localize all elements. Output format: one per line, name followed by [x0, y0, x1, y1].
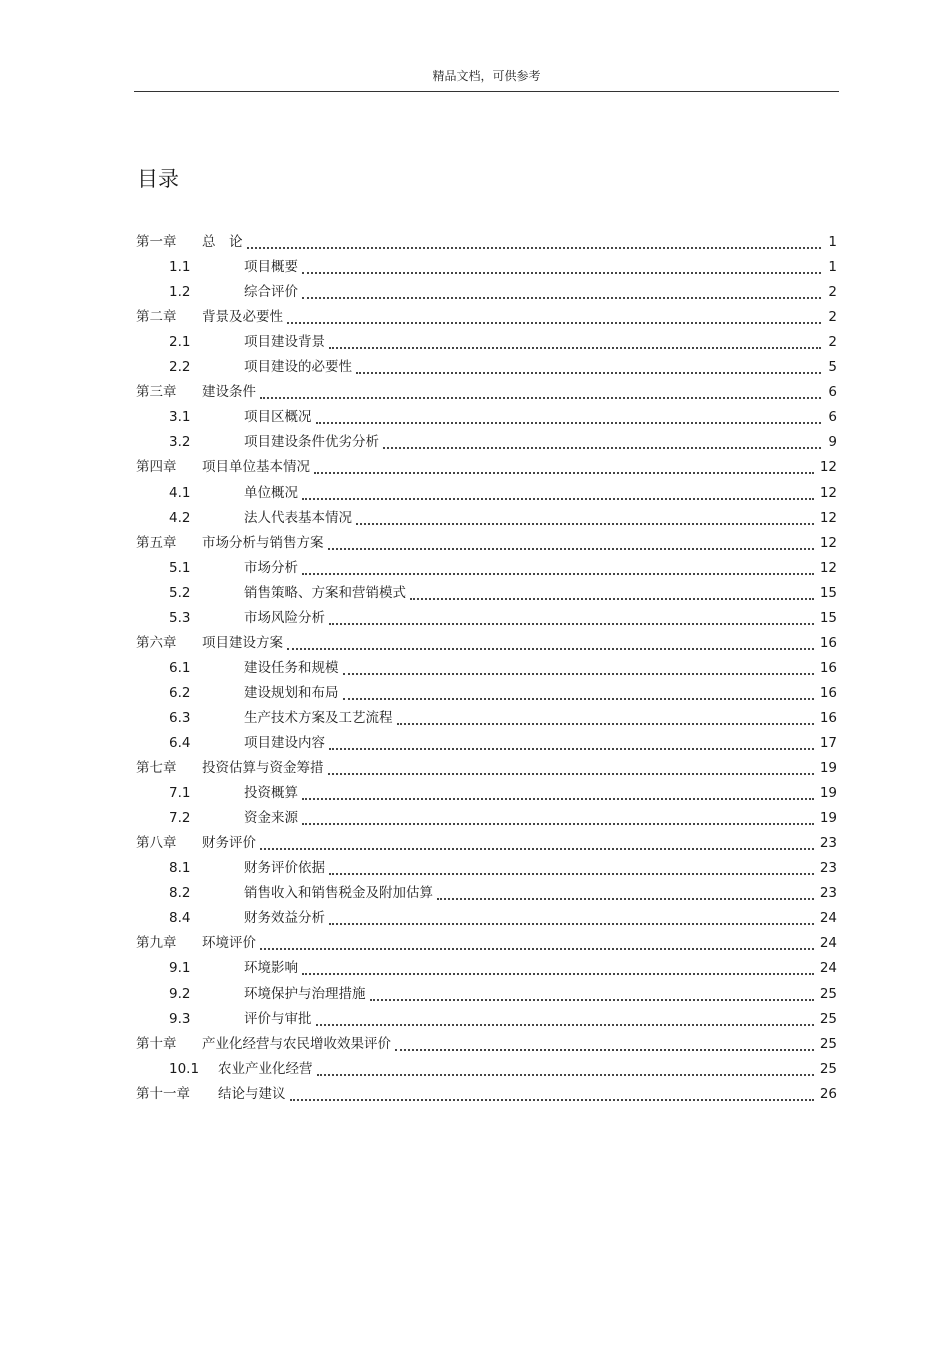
toc-entry-number: 第一章 — [136, 234, 177, 250]
toc-entry-title: 项目区概况 — [244, 409, 312, 426]
toc-entry-title: 结论与建议 — [218, 1085, 286, 1102]
toc-entry-page: 2 — [828, 334, 837, 351]
toc-entry-number: 9.3 — [169, 1010, 191, 1027]
dot-leader — [260, 383, 821, 399]
toc-entry-page: 2 — [828, 284, 837, 301]
dot-leader — [302, 559, 814, 575]
toc-entry-title: 环境影响 — [244, 960, 298, 977]
toc-entry[interactable] — [136, 503, 837, 528]
toc-entry-title: 项目概要 — [244, 259, 298, 276]
toc-entry-page: 16 — [819, 659, 837, 676]
toc-entry-page: 1 — [828, 259, 837, 276]
toc-entry[interactable] — [136, 252, 837, 277]
toc-entry-number: 4.2 — [169, 509, 191, 526]
dot-leader — [260, 934, 814, 950]
toc-entry-page: 26 — [819, 1085, 837, 1102]
dot-leader — [356, 358, 821, 374]
dot-leader — [329, 859, 814, 875]
toc-entry-title: 产业化经营与农民增收效果评价 — [202, 1035, 391, 1052]
dot-leader — [260, 834, 814, 850]
toc-entry-number: 第十章 — [136, 1035, 177, 1052]
toc-entry-number: 3.1 — [169, 409, 191, 426]
dot-leader — [290, 1085, 814, 1101]
toc-entry-title: 背景及必要性 — [202, 309, 283, 326]
toc-entry-page: 19 — [819, 810, 837, 827]
dot-leader — [302, 283, 821, 299]
toc-entry[interactable] — [136, 778, 837, 803]
toc-entry-title: 财务效益分析 — [244, 910, 325, 927]
toc-entry-title: 建设任务和规模 — [244, 659, 339, 676]
dot-leader — [328, 759, 814, 775]
dot-leader — [314, 458, 814, 474]
toc-entry-page: 23 — [819, 860, 837, 877]
toc-entry-page: 16 — [819, 709, 837, 726]
toc-entry[interactable] — [136, 402, 837, 427]
toc-entry-page: 1 — [828, 234, 837, 250]
toc-entry-title: 项目单位基本情况 — [202, 459, 310, 476]
toc-entry[interactable] — [136, 553, 837, 578]
toc-entry-page: 12 — [819, 459, 837, 476]
dot-leader — [397, 709, 814, 725]
toc-entry[interactable] — [136, 427, 837, 452]
toc-entry[interactable] — [136, 1004, 837, 1029]
toc-entry-title: 市场分析与销售方案 — [202, 534, 324, 551]
toc-entry-number: 第七章 — [136, 760, 177, 777]
toc-entry-page: 19 — [819, 785, 837, 802]
toc-entry-title: 项目建设的必要性 — [244, 359, 352, 376]
dot-leader — [329, 609, 814, 625]
toc-entry-title: 单位概况 — [244, 484, 298, 501]
toc-entry[interactable] — [136, 653, 837, 678]
toc-entry-number: 5.1 — [169, 559, 191, 576]
toc-entry-number: 5.3 — [169, 609, 191, 626]
toc-entry[interactable] — [136, 953, 837, 978]
toc-entry-title: 建设规划和布局 — [244, 684, 339, 701]
toc-entry-number: 第五章 — [136, 534, 177, 551]
dot-leader — [329, 333, 821, 349]
dot-leader — [287, 634, 814, 650]
dot-leader — [302, 809, 814, 825]
toc-entry-title: 项目建设背景 — [244, 334, 325, 351]
toc-entry-number: 第十一章 — [136, 1085, 190, 1102]
dot-leader — [302, 258, 821, 274]
toc-entry-title: 环境保护与治理措施 — [244, 985, 366, 1002]
toc-entry-title: 生产技术方案及工艺流程 — [244, 709, 393, 726]
toc-entry-title: 项目建设条件优劣分析 — [244, 434, 379, 451]
toc-entry-page: 25 — [819, 1060, 837, 1077]
toc-entry-title: 销售策略、方案和营销模式 — [244, 584, 406, 601]
toc-entry[interactable] — [136, 352, 837, 377]
dot-leader — [370, 985, 814, 1001]
toc-entry-title: 建设条件 — [202, 384, 256, 401]
toc-entry-title: 财务评价 — [202, 835, 256, 852]
toc-entry-title: 投资概算 — [244, 785, 298, 802]
toc-entry-number: 6.4 — [169, 735, 191, 751]
toc-title: 目录 — [137, 167, 179, 191]
dot-leader — [302, 784, 814, 800]
toc-entry[interactable] — [136, 979, 837, 1004]
toc-entry-page: 6 — [828, 409, 837, 426]
toc-entry-number: 第二章 — [136, 309, 177, 326]
dot-leader — [247, 233, 822, 249]
toc-entry-number: 4.1 — [169, 484, 191, 501]
toc-entry-title: 总 论 — [202, 234, 243, 250]
toc-entry-number: 第三章 — [136, 384, 177, 401]
toc-entry[interactable] — [136, 678, 837, 703]
page-header: 精品文档，可供参考 — [432, 69, 541, 83]
toc-entry[interactable] — [136, 227, 837, 252]
toc-entry[interactable] — [136, 803, 837, 828]
dot-leader — [329, 909, 814, 925]
dot-leader — [437, 884, 814, 900]
toc-entry-title: 市场分析 — [244, 559, 298, 576]
header-divider — [134, 91, 839, 92]
dot-leader — [317, 1060, 814, 1076]
dot-leader — [383, 433, 821, 449]
toc-entry-title: 农业产业化经营 — [218, 1060, 313, 1077]
dot-leader — [343, 659, 814, 675]
toc-entry-title: 财务评价依据 — [244, 860, 325, 877]
dot-leader — [356, 509, 814, 525]
toc-entry-number: 8.1 — [169, 860, 191, 877]
toc-entry-number: 8.2 — [169, 885, 191, 902]
toc-entry[interactable] — [136, 302, 837, 327]
toc-entry-number: 5.2 — [169, 584, 191, 601]
dot-leader — [316, 1010, 814, 1026]
dot-leader — [395, 1035, 814, 1051]
toc-entry-number: 6.1 — [169, 659, 191, 676]
toc-entry[interactable] — [136, 728, 837, 753]
toc-entry-page: 24 — [819, 935, 837, 952]
toc-entry[interactable] — [136, 928, 837, 953]
toc-entry-page: 5 — [828, 359, 837, 376]
toc-entry-page: 25 — [819, 1035, 837, 1052]
toc-entry[interactable] — [136, 1079, 837, 1104]
toc-entry[interactable] — [136, 628, 837, 653]
toc-entry[interactable] — [136, 703, 837, 728]
toc-entry-title: 项目建设内容 — [244, 735, 325, 751]
toc-entry-page: 12 — [819, 534, 837, 551]
toc-entry-number: 6.3 — [169, 709, 191, 726]
dot-leader — [302, 959, 814, 975]
toc-entry[interactable] — [136, 327, 837, 352]
toc-entry-page: 24 — [819, 910, 837, 927]
toc-entry-number: 2.1 — [169, 334, 191, 351]
toc-entry-number: 7.1 — [169, 785, 191, 802]
toc-entry[interactable] — [136, 528, 837, 553]
toc-entry-title: 市场风险分析 — [244, 609, 325, 626]
toc-entry-number: 2.2 — [169, 359, 191, 376]
dot-leader — [287, 308, 821, 324]
dot-leader — [328, 534, 814, 550]
toc-entry-title: 销售收入和销售税金及附加估算 — [244, 885, 433, 902]
toc-entry-number: 9.1 — [169, 960, 191, 977]
toc-entry-page: 16 — [819, 684, 837, 701]
toc-entry-number: 7.2 — [169, 810, 191, 827]
toc-entry[interactable] — [136, 753, 837, 778]
toc-entry-title: 评价与审批 — [244, 1010, 312, 1027]
toc-entry-number: 10.1 — [169, 1060, 200, 1077]
toc-entry[interactable] — [136, 1029, 837, 1054]
toc-entry-number: 6.2 — [169, 684, 191, 701]
toc-entry[interactable] — [136, 452, 837, 477]
toc-entry-page: 19 — [819, 760, 837, 777]
toc-entry[interactable] — [136, 828, 837, 853]
toc-entry-number: 1.1 — [169, 259, 191, 276]
toc-entry-page: 15 — [819, 609, 837, 626]
dot-leader — [302, 484, 814, 500]
toc-entry-title: 资金来源 — [244, 810, 298, 827]
toc-entry-page: 17 — [819, 735, 837, 751]
toc-entry[interactable] — [136, 277, 837, 302]
toc-entry-page: 12 — [819, 484, 837, 501]
dot-leader — [343, 684, 814, 700]
toc-entry-page: 24 — [819, 960, 837, 977]
toc-entry[interactable] — [136, 1054, 837, 1079]
toc-entry[interactable] — [136, 377, 837, 402]
toc-entry-number: 第九章 — [136, 935, 177, 952]
dot-leader — [329, 734, 814, 750]
toc-entry-page: 25 — [819, 1010, 837, 1027]
toc-entry-number: 9.2 — [169, 985, 191, 1002]
dot-leader — [316, 408, 822, 424]
toc-entry[interactable] — [136, 578, 837, 603]
toc-entry[interactable] — [136, 603, 837, 628]
toc-entry-page: 12 — [819, 559, 837, 576]
toc-entry[interactable] — [136, 478, 837, 503]
toc-entry[interactable] — [136, 853, 837, 878]
toc-entry-page: 23 — [819, 835, 837, 852]
toc-entry-number: 第六章 — [136, 634, 177, 651]
toc-entry-title: 法人代表基本情况 — [244, 509, 352, 526]
toc-entry[interactable] — [136, 903, 837, 928]
toc-entry-page: 9 — [828, 434, 837, 451]
toc-entry-number: 第八章 — [136, 835, 177, 852]
dot-leader — [410, 584, 814, 600]
toc-entry-page: 2 — [828, 309, 837, 326]
toc-entry-title: 环境评价 — [202, 935, 256, 952]
toc-entry-number: 1.2 — [169, 284, 191, 301]
toc-entry-page: 25 — [819, 985, 837, 1002]
toc-entry-number: 第四章 — [136, 459, 177, 476]
toc-entry-page: 15 — [819, 584, 837, 601]
toc-entry-page: 23 — [819, 885, 837, 902]
toc-entry-page: 12 — [819, 509, 837, 526]
toc-entry-page: 6 — [828, 384, 837, 401]
toc-entry-title: 项目建设方案 — [202, 634, 283, 651]
toc-entry[interactable] — [136, 878, 837, 903]
toc-entry-number: 8.4 — [169, 910, 191, 927]
toc-entry-page: 16 — [819, 634, 837, 651]
toc-entry-title: 综合评价 — [244, 284, 298, 301]
toc-entry-title: 投资估算与资金筹措 — [202, 760, 324, 777]
toc-entry-number: 3.2 — [169, 434, 191, 451]
